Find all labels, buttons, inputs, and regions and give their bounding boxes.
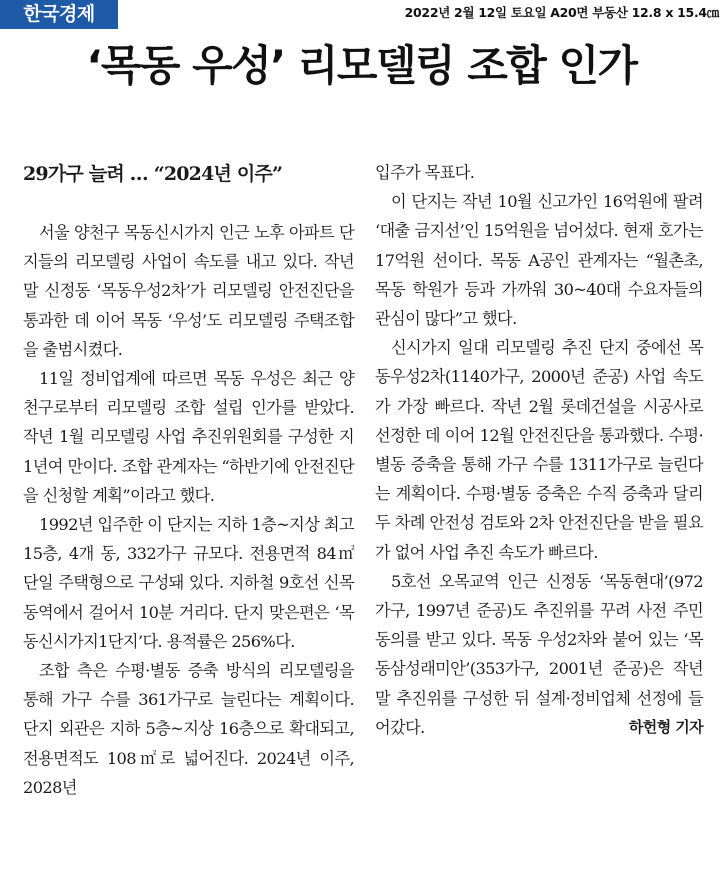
article-paragraph: 입주가 목표다. [375, 163, 475, 182]
article-paragraph: 5호선 오목교역 인근 신정동 ‘목동현대’(972가구, 1997년 준공)도 추진위를 꾸려 사전 주민 동의를 받고 있다. 목동 우성2차와 붙어 있는 ‘목동삼성래미안’(353가구, 2001년 준공)은 작년 말 추진위를 구성한 뒤 설계·정비업체 선정에 들어갔다. [375, 571, 703, 737]
final-paragraph-block [375, 567, 703, 742]
article-paragraph: 신시가지 일대 리모델링 추진 단지 중에선 목동우성2차(1140가구, 2000년 준공) 사업 속도가 가장 빠르다. 작년 2월 롯데건설을 시공사로 선정한 데 이어 12월 안전진단을 통과했다. 수평·별동 증축을 통해 가구 수를 1311가구로 늘린다는 계획이다. 수평·별동 증축은 수직 증축과 달리 두 차례 안전성 검토와 2차 안전진단을 받을 필요가 없어 사업 추진 속도가 빠르다. [375, 338, 703, 562]
byline: 하헌형 기자 [628, 717, 703, 736]
article-paragraph: 이 단지는 작년 10월 신고가인 16억원에 팔려 ‘대출 금지선’인 15억원을 넘어섰다. 현재 호가는 17억원 선이다. 목동 A공인 관계자는 “월촌초, 목동 학원가 등과 가까워 30~40대 수요자들의 관심이 많다”고 했다. [375, 192, 703, 329]
publication-logo: 한국경제 [0, 0, 118, 29]
article-paragraph: 1992년 입주한 이 단지는 지하 1층~지상 최고 15층, 4개 동, 332가구 규모다. 전용면적 84㎡ 단일 주택형으로 구성돼 있다. 지하철 9호선 신목동역에서 걸어서 10분 거리다. 단지 맞은편은 ‘목동신시가지1단지’다. 용적률은 256%다. [23, 515, 354, 651]
article-paragraph: 서울 양천구 목동신시가지 인근 노후 아파트 단지들의 리모델링 사업이 속도를 내고 있다. 작년 말 신정동 ‘목동우성2차’가 리모델링 안전진단을 통과한 데 이어 목동 ‘우성’도 리모델링 주택조합을 출범시켰다. [23, 223, 354, 359]
article-subheading: 29가구 늘려 … “2024년 이주” [23, 163, 283, 185]
article-column-right [375, 158, 703, 742]
article-paragraph: 조합 측은 수평·별동 증축 방식의 리모델링을 통해 가구 수를 361가구로 늘린다는 계획이다. 단지 외관은 지하 5층~지상 16층으로 확대되고, 전용면적도 108㎡로 넓어진다. 2024년 이주, 2028년 [23, 661, 354, 797]
issue-info: 2022년 2월 12일 토요일 A20면 부동산 12.8 x 15.4㎝ [404, 5, 719, 20]
article-headline: ‘목동 우성’ 리모델링 조합 인가 [86, 41, 637, 90]
article-column-left [23, 158, 354, 802]
article-paragraph: 11일 정비업계에 따르면 목동 우성은 최근 양천구로부터 리모델링 조합 설립 인가를 받았다. 작년 1월 리모델링 사업 추진위원회를 구성한 지 1년여 만이다. 조합 관계자는 “하반기에 안전진단을 신청할 계획”이라고 했다. [23, 369, 354, 505]
